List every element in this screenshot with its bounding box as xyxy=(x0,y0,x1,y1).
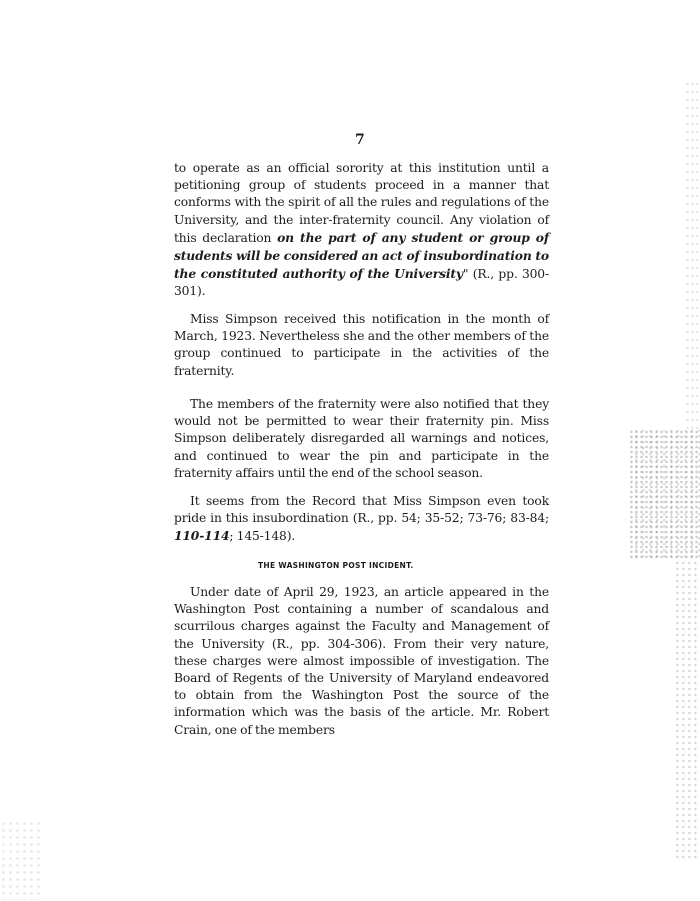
paragraph-text: It seems from the Record that Miss Simpson even took pride in this insubordination (R., pp. 54; 35-52; 73-76; 83-84; xyxy=(174,494,549,526)
paragraph: Under date of April 29, 1923, an article appeared in the Washington Post containing a number of scandalous and scurrilous charges against the Faculty and Management of the University (R., pp. 304-306). From their very nature, these charges were almost impossible of investigation. The Board of Regents of the University of Maryland endeavored to obtain from the Washington Post the source of the information which was the basis of the article. Mr. Robert Crain, one of the members xyxy=(174,585,549,737)
scan-noise xyxy=(685,80,700,430)
section-heading: THE WASHINGTON POST INCIDENT. xyxy=(258,561,414,570)
paragraph-text: ; 145-148). xyxy=(229,529,296,544)
paragraph xyxy=(174,493,549,546)
paragraph-italic-text: 110-114 xyxy=(174,528,230,544)
paragraph-italic-text: on the part of any student or group of students will be considered an act of insubordination to the constituted authority of the University xyxy=(174,229,549,282)
paragraph-text: to operate as an official sorority at this institution until a petitioning group of students proceed in a manner that conforms with the spirit of all the rules and regulations of the University, and the inter-fraternity council. Any violation of this declaration xyxy=(174,161,549,245)
scan-noise xyxy=(630,430,700,560)
paragraph: Miss Simpson received this notification in the month of March, 1923. Nevertheless she and the other members of the group continued to participate in the activities of the fraternity. xyxy=(174,312,549,378)
page-number: 7 xyxy=(355,132,365,148)
scan-noise xyxy=(675,560,700,860)
paragraph: The members of the fraternity were also notified that they would not be permitted to wear their fraternity pin. Miss Simpson deliberately disregarded all warnings and notices, and continued to wear the pin and participate in the fraternity affairs until the end of the school season. xyxy=(174,397,549,480)
scan-noise xyxy=(0,820,40,900)
paragraph xyxy=(174,160,549,301)
paragraph-text: " (R., pp. 300-301). xyxy=(174,267,549,299)
